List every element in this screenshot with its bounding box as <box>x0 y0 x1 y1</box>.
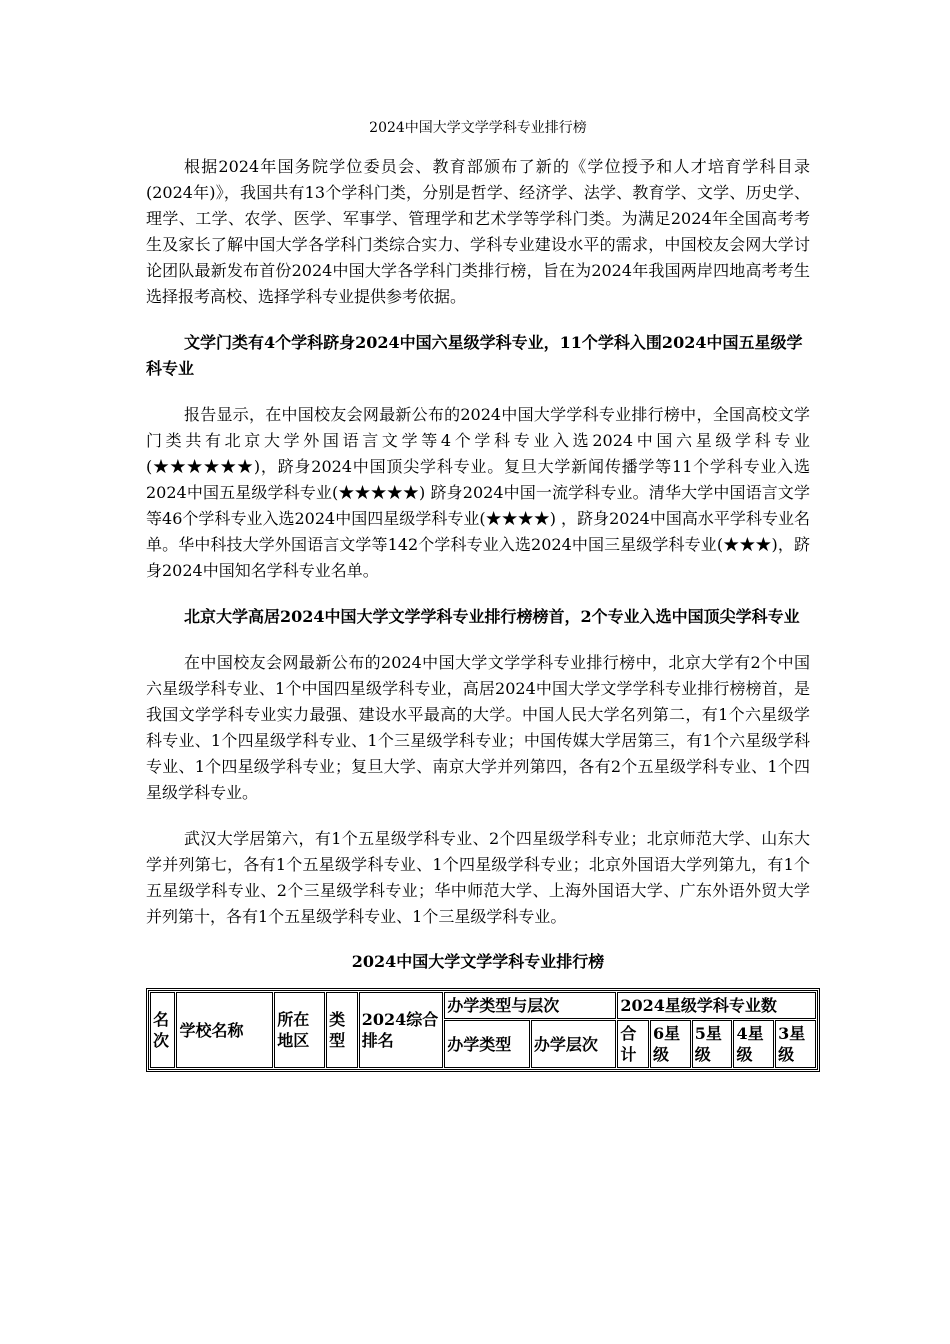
header-total: 合计 <box>617 1020 649 1068</box>
header-rank: 名次 <box>150 992 175 1068</box>
header-region: 所在地区 <box>274 992 325 1068</box>
header-overall-rank: 2024综合排名 <box>359 992 444 1068</box>
ranking-table <box>146 988 820 1072</box>
report-paragraph: 报告显示，在中国校友会网最新公布的2024中国大学学科专业排行榜中，全国高校文学门类共有北京大学外国语言文学等4个学科专业入选2024中国六星级学科专业(★★★★★★)，跻身2024中国顶尖学科专业。复旦大学新闻传播学等11个学科专业入选2024中国五星级学科专业(★★★★★) 跻身2024中国一流学科专业。清华大学中国语言文学等46个学科专业入选2024中国四星级学科专业(★★★★) ，跻身2024中国高水平学科专业名单。华中科技大学外国语言文学等142个学科专业入选2024中国三星级学科专业(★★★)，跻身2024中国知名学科专业名单。 <box>146 405 810 580</box>
header-school-type-level: 办学类型与层次 <box>444 992 616 1019</box>
header-type: 类型 <box>326 992 358 1068</box>
table-title: 2024中国大学文学学科专业排行榜 <box>351 952 605 971</box>
table-header-row-1 <box>150 992 816 1019</box>
header-school: 学校名称 <box>176 992 273 1068</box>
header-five-star: 5星级 <box>692 1020 733 1068</box>
header-four-star: 4星级 <box>733 1020 774 1068</box>
header-three-star: 3星级 <box>775 1020 816 1068</box>
header-six-star: 6星级 <box>650 1020 691 1068</box>
header-school-type: 办学类型 <box>444 1020 530 1068</box>
header-school-level: 办学层次 <box>531 1020 617 1068</box>
document-page <box>146 118 810 1072</box>
ranking-paragraph-1: 在中国校友会网最新公布的2024中国大学文学学科专业排行榜中，北京大学有2个中国六星级学科专业、1个中国四星级学科专业，高居2024中国大学文学学科专业排行榜榜首，是我国文学学科专业实力最强、建设水平最高的大学。中国人民大学名列第二，有1个六星级学科专业、1个四星级学科专业、1个三星级学科专业；中国传媒大学居第三，有1个六星级学科专业、1个四星级学科专业；复旦大学、南京大学并列第四，各有2个五星级学科专业、1个四星级学科专业。 <box>146 653 810 802</box>
header-star-counts: 2024星级学科专业数 <box>617 992 816 1019</box>
section-heading-1: 文学门类有4个学科跻身2024中国六星级学科专业，11个学科入围2024中国五星级学科专业 <box>146 333 803 378</box>
intro-paragraph: 根据2024年国务院学位委员会、教育部颁布了新的《学位授予和人才培育学科目录(2024年)》，我国共有13个学科门类，分别是哲学、经济学、法学、教育学、文学、历史学、理学、工学、农学、医学、军事学、管理学和艺术学等学科门类。为满足2024年全国高考考生及家长了解中国大学各学科门类综合实力、学科专业建设水平的需求，中国校友会网大学讨论团队最新发布首份2024中国大学各学科门类排行榜，旨在为2024年我国两岸四地高考考生选择报考高校、选择学科专业提供参考依据。 <box>146 157 810 306</box>
ranking-paragraph-2: 武汉大学居第六，有1个五星级学科专业、2个四星级学科专业；北京师范大学、山东大学并列第七，各有1个五星级学科专业、1个四星级学科专业；北京外国语大学列第九，有1个五星级学科专业、2个三星级学科专业；华中师范大学、上海外国语大学、广东外语外贸大学并列第十，各有1个五星级学科专业、1个三星级学科专业。 <box>146 829 810 926</box>
section-heading-2: 北京大学高居2024中国大学文学学科专业排行榜榜首，2个专业入选中国顶尖学科专业 <box>184 607 800 626</box>
document-title: 2024中国大学文学学科专业排行榜 <box>369 120 587 136</box>
